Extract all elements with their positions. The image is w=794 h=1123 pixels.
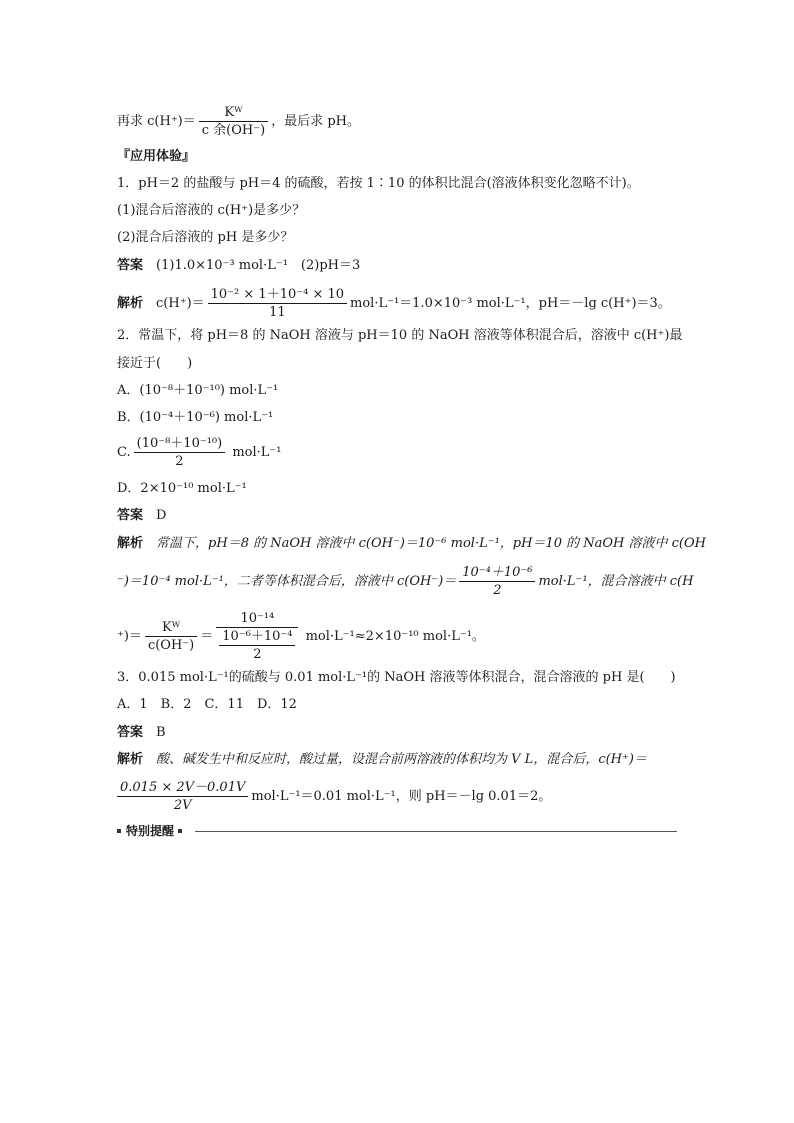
q2-stem2: 接近于( ) bbox=[117, 356, 193, 371]
q1-sub2: (2)混合后溶液的 pH 是多少？ bbox=[117, 230, 294, 245]
q2-option-d: D．2×10⁻¹⁰ mol·L⁻¹ bbox=[117, 481, 247, 496]
q1-answer: 答案 (1)1.0×10⁻³ mol·L⁻¹ (2)pH＝3 bbox=[117, 258, 361, 273]
q2-option-b: B．(10⁻⁴＋10⁻⁶) mol·L⁻¹ bbox=[117, 410, 274, 425]
q2-analysis-line3: ⁺)＝ $\frac{\text{Kᵂ}}{c(OH^-)}$ ＝ $\frac{\text{10⁻¹⁴}}{\frac{\text{10⁻⁶＋10⁻⁴}}{2}}$ mol·L⁻¹≈2×10⁻¹⁰ mol·L⁻¹。 bbox=[117, 611, 485, 662]
section-title: 『应用体验』 bbox=[117, 149, 196, 164]
q2-coh-fraction: $\frac{\text{10⁻⁴＋10⁻⁶}}{2}$ bbox=[459, 564, 535, 599]
q2-option-a: A．(10⁻⁸＋10⁻¹⁰) mol·L⁻¹ bbox=[117, 383, 279, 398]
square-bullet-icon bbox=[178, 829, 182, 833]
q1-fraction: $\frac{\text{10⁻² × 1＋10⁻⁴ × 10}}{11}$ bbox=[208, 286, 347, 321]
q1-sub1: (1)混合后溶液的 c(H⁺)是多少？ bbox=[117, 203, 306, 218]
q2-option-c-fraction: $\frac{\text{(10⁻⁸＋10⁻¹⁰)}}{2}$ bbox=[134, 435, 226, 470]
q3-analysis-line1: 解析 酸、碱发生中和反应时，酸过量，设混合前两溶液的体积均为 V L，混合后，c(H⁺)＝ bbox=[117, 752, 647, 767]
q3-answer: 答案 B bbox=[117, 725, 166, 740]
q3-analysis-line2: $\frac{0.015 \times 2V-0.01V}{2V}$ mol·L⁻¹＝0.01 mol·L⁻¹，则 pH＝－lg 0.01＝2。 bbox=[117, 779, 551, 814]
kw-fraction: $\frac{\text{Kᵂ}}{\text{c 余(OH⁻)}}$ bbox=[199, 104, 268, 139]
q2-complex-fraction: $\frac{\text{10⁻¹⁴}}{\frac{\text{10⁻⁶＋10⁻⁴}}{2}}$ bbox=[216, 610, 298, 663]
intro-post: ，最后求 pH。 bbox=[271, 114, 360, 129]
q2-option-c: C. $\frac{\text{(10⁻⁸＋10⁻¹⁰)}}{2}$ mol·L⁻¹ bbox=[117, 436, 282, 469]
q2-analysis-line2: ⁻)＝10⁻⁴ mol·L⁻¹，二者等体积混合后，溶液中 c(OH⁻)＝ $\frac{\text{10⁻⁴＋10⁻⁶}}{2}$ mol·L⁻¹，混合溶液中 c(H bbox=[117, 565, 694, 598]
special-note-divider bbox=[117, 822, 677, 840]
q1-stem: 1．pH＝2 的盐酸与 pH＝4 的硫酸，若按 1∶10 的体积比混合(溶液体积变化忽略不计)。 bbox=[117, 176, 640, 191]
special-note-label: 特别提醒 bbox=[126, 824, 175, 838]
q2-stem1: 2．常温下，将 pH＝8 的 NaOH 溶液与 pH＝10 的 NaOH 溶液等体积混合后，溶液中 c(H⁺)最 bbox=[117, 328, 683, 343]
q3-stem: 3．0.015 mol·L⁻¹的硫酸与 0.01 mol·L⁻¹的 NaOH 溶液等体积混合，混合溶液的 pH 是( ) bbox=[117, 670, 676, 685]
q2-analysis-line1: 解析 常温下，pH＝8 的 NaOH 溶液中 c(OH⁻)＝10⁻⁶ mol·L⁻¹，pH＝10 的 NaOH 溶液中 c(OH bbox=[117, 536, 706, 551]
divider-rule bbox=[195, 831, 677, 832]
q3-fraction: $\frac{0.015 \times 2V-0.01V}{2V}$ bbox=[117, 779, 248, 814]
intro-line bbox=[117, 104, 360, 139]
q2-kw-fraction: $\frac{\text{Kᵂ}}{c(OH^-)}$ bbox=[145, 619, 197, 654]
q3-options: A．1 B．2 C．11 D．12 bbox=[117, 697, 297, 712]
q2-answer: 答案 D bbox=[117, 508, 167, 523]
square-bullet-icon bbox=[117, 829, 121, 833]
q1-analysis: 解析 c(H⁺)＝ $\frac{\text{10⁻² × 1＋10⁻⁴ × 10}}{11}$ mol·L⁻¹＝1.0×10⁻³ mol·L⁻¹，pH＝－lg c(H⁺)＝3。 bbox=[117, 287, 671, 320]
intro-text: 再求 c(H⁺)＝ bbox=[117, 114, 196, 129]
